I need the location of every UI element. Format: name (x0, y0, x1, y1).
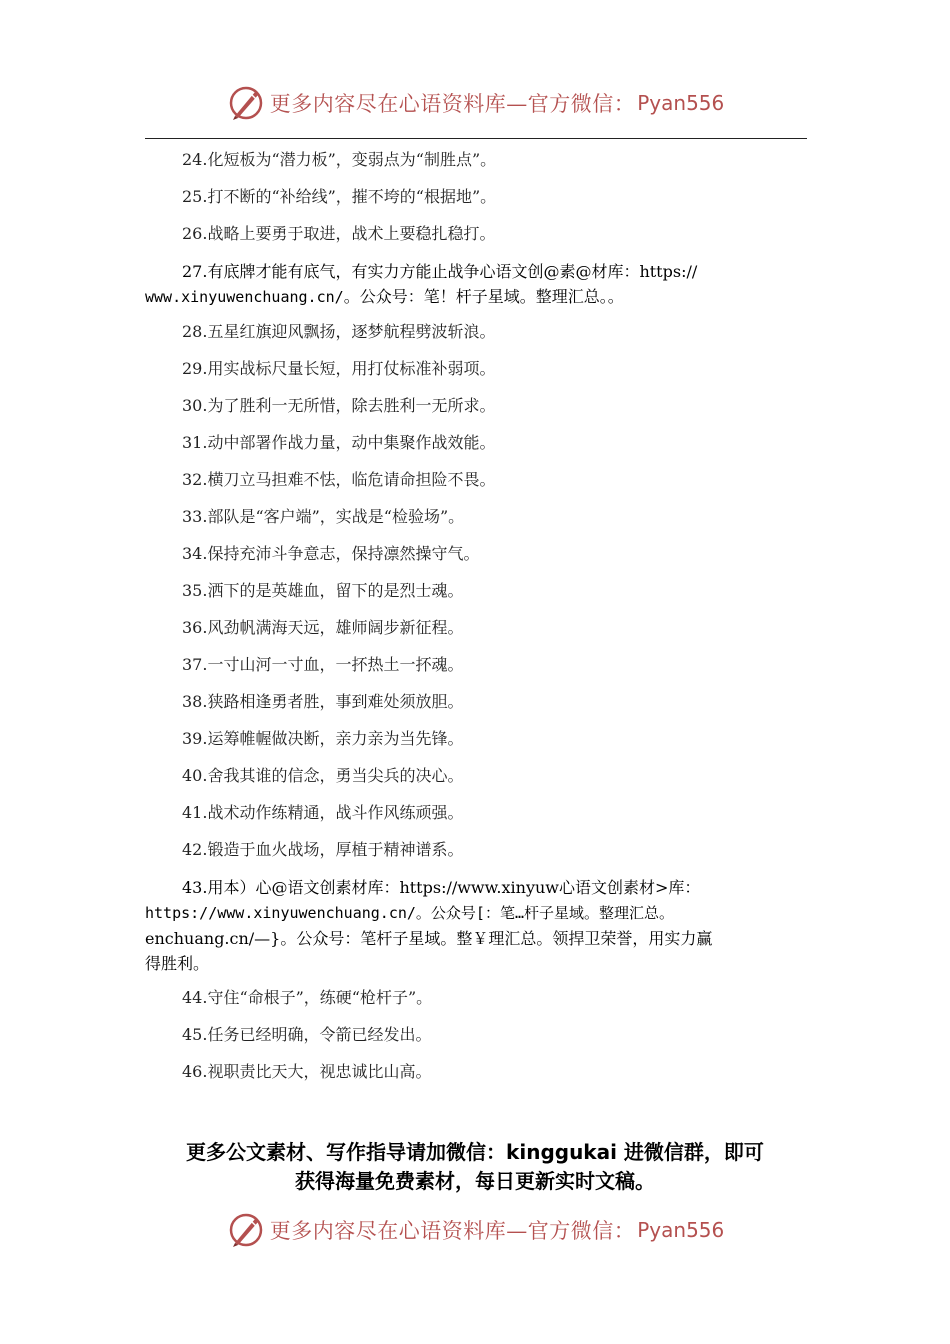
footer-note (0, 1138, 950, 1196)
footer-note-line1: 更多公文素材、写作指导请加微信：kinggukai 进微信群，即可 (186, 1140, 764, 1164)
list-item: 36.风劲帆满海天远，雄师阔步新征程。 (182, 618, 464, 637)
item43-line2: https://www.xinyuwenchuang.cn/。公众号[：笔…杆子星域。整理汇总。 (145, 904, 674, 922)
pen-logo-icon (226, 83, 266, 123)
list-item: 33.部队是“客户端”，实战是“检验场”。 (182, 507, 465, 526)
list-item: 41.战术动作练精通，战斗作风练顽强。 (182, 803, 464, 822)
item43-line4: 得胜利。 (145, 954, 210, 973)
header-divider (145, 138, 807, 139)
list-item: 35.洒下的是英雄血，留下的是烈士魂。 (182, 581, 464, 600)
banner-wechat-id: Pyan556 (637, 91, 725, 115)
list-item: 24.化短板为“潜力板”，变弱点为“制胜点”。 (182, 150, 497, 169)
header-banner (0, 81, 950, 125)
banner-wechat-id: Pyan556 (637, 1218, 725, 1242)
list-item: 29.用实战标尺量长短，用打仗标准补弱项。 (182, 359, 496, 378)
item43-line1: 43.用本）心@语文创素材库：https://www.xinyuw心语文创素材>库： (182, 878, 701, 897)
banner-text: 更多内容尽在心语资料库—官方微信： (269, 1219, 636, 1243)
list-item: 46.视职责比天大，视忠诚比山高。 (182, 1062, 432, 1081)
item27-url: www.xinyuwenchuang.cn/ (145, 288, 344, 306)
list-item: 42.锻造于血火战场，厚植于精神谱系。 (182, 840, 464, 859)
list-item: 25.打不断的“补给线”，摧不垮的“根据地”。 (182, 187, 497, 206)
item27-line2: 。公众号：笔！杆子星域。整理汇总。。 (343, 287, 624, 306)
list-item: 38.狭路相逢勇者胜，事到难处须放胆。 (182, 692, 464, 711)
list-item: 30.为了胜利一无所惜，除去胜利一无所求。 (182, 396, 496, 415)
list-item: 26.战略上要勇于取进，战术上要稳扎稳打。 (182, 224, 496, 243)
list-item: 34.保持充沛斗争意志，保持凛然操守气。 (182, 544, 480, 563)
footer-banner (0, 1208, 950, 1252)
document-body (145, 148, 807, 1097)
list-item: 31.动中部署作战力量，动中集聚作战效能。 (182, 433, 496, 452)
list-item: 37.一寸山河一寸血，一抔热土一抔魂。 (182, 655, 464, 674)
footer-note-line2: 获得海量免费素材，每日更新实时文稿。 (295, 1169, 655, 1193)
list-item: 44.守住“命根子”，练硬“枪杆子”。 (182, 988, 433, 1007)
list-item: 45.任务已经明确，令箭已经发出。 (182, 1025, 432, 1044)
item27-line1: 27.有底牌才能有底气，有实力方能止战争心语文创@素@材库：https:// (182, 262, 698, 281)
item43-line3: enchuang.cn/—}。公众号：笔杆子星域。整￥理汇总。领捍卫荣誉，用实力赢 (145, 929, 713, 948)
list-item: 32.横刀立马担难不怯，临危请命担险不畏。 (182, 470, 496, 489)
list-item: 28.五星红旗迎风飘扬，逐梦航程劈波斩浪。 (182, 322, 496, 341)
list-item-27 (145, 259, 807, 310)
pen-logo-icon (226, 1210, 266, 1250)
list-item: 39.运筹帷幄做决断，亲力亲为当先锋。 (182, 729, 464, 748)
list-item: 40.舍我其谁的信念，勇当尖兵的决心。 (182, 766, 464, 785)
list-item-43 (145, 875, 807, 976)
banner-text: 更多内容尽在心语资料库—官方微信： (269, 92, 636, 116)
